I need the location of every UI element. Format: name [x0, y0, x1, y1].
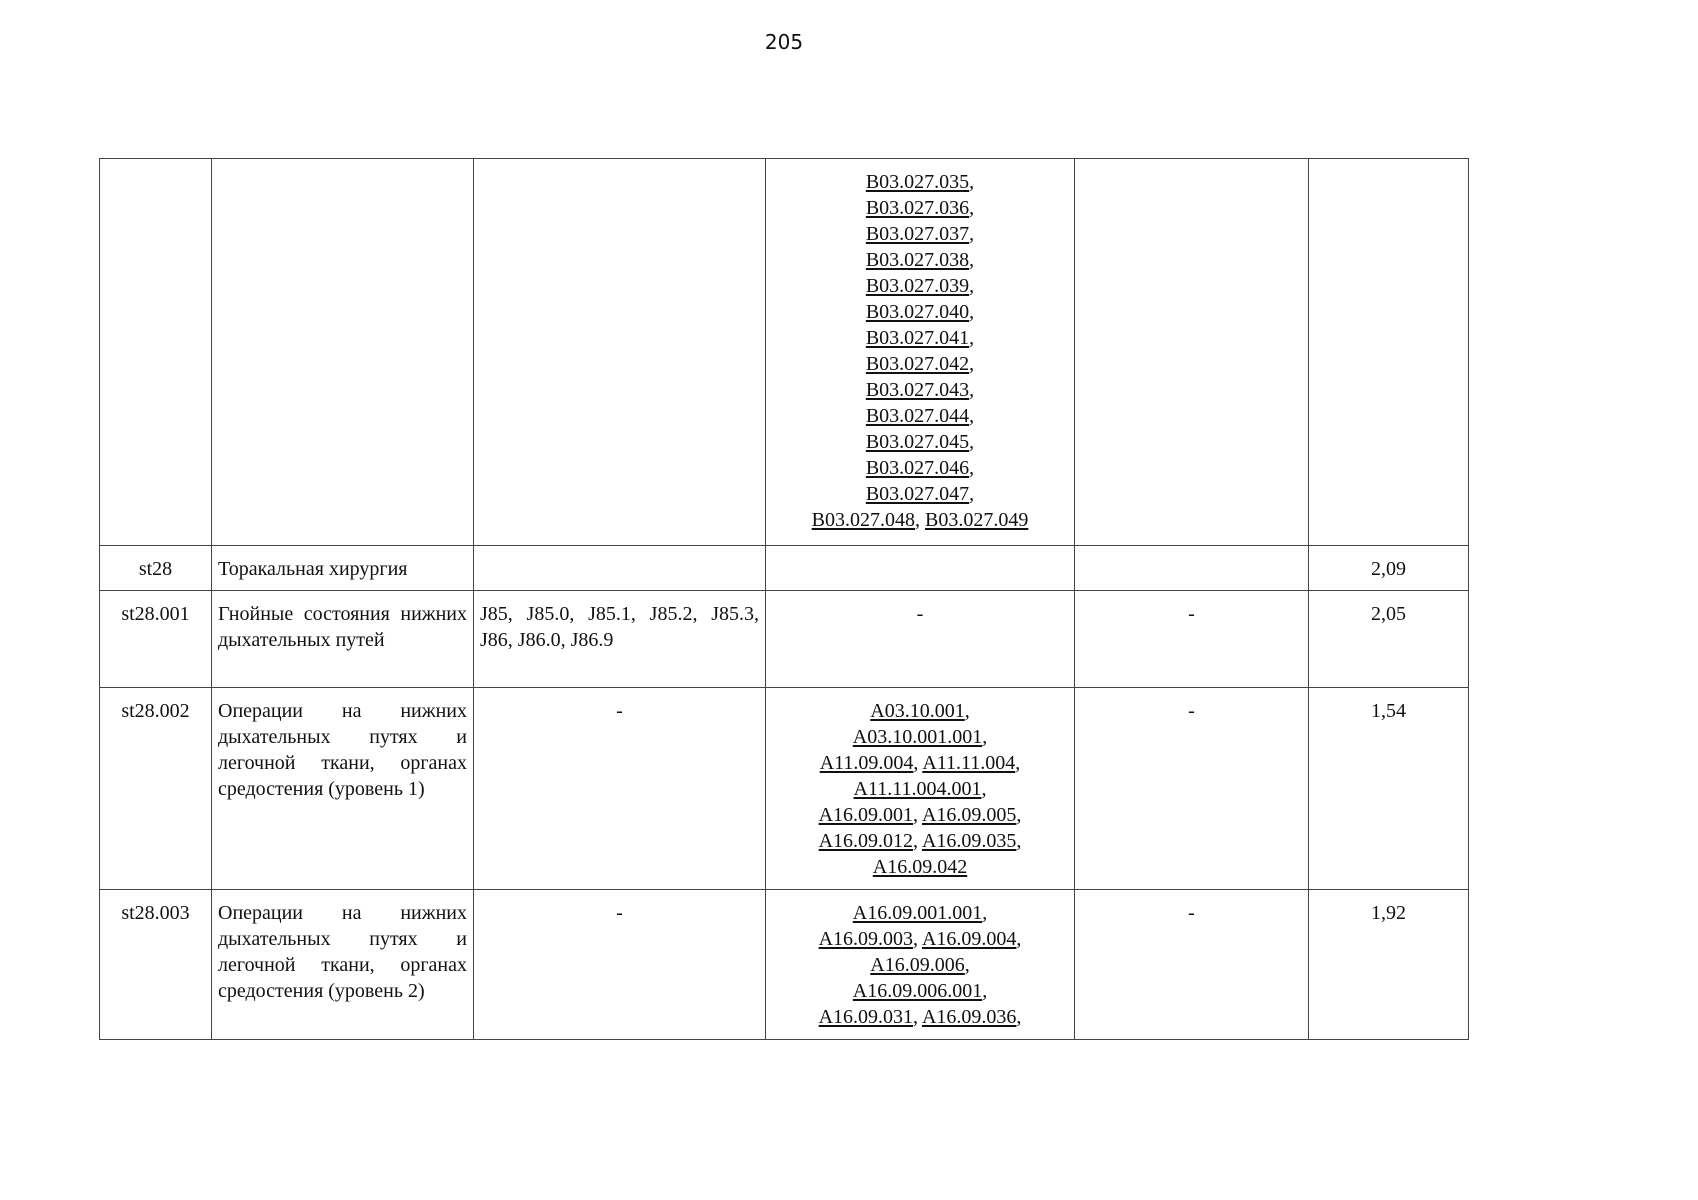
row-operations: -: [766, 591, 1075, 688]
row-operations: A03.10.001, A03.10.001.001, A11.09.004, A11.11.004, A11.11.004.001, A16.09.001, A16.09.005, A16.09.012, A16.09.035, A16.09.042: [766, 688, 1075, 890]
operation-code-link[interactable]: B03.027.041: [865, 327, 970, 349]
row-coefficient: 2,05: [1309, 591, 1469, 688]
operation-code-link[interactable]: A16.09.035: [921, 830, 1017, 852]
row-operations: A16.09.001.001, A16.09.003, A16.09.004, A16.09.006, A16.09.006.001, A16.09.031, A16.09.036,: [766, 890, 1075, 1040]
operation-code-link[interactable]: B03.027.043: [865, 379, 970, 401]
operations-trailing-comma: ,: [1016, 1006, 1022, 1028]
operation-code-link[interactable]: B03.027.038: [865, 249, 970, 271]
table-row: [100, 591, 1469, 688]
row-name: Гнойные состояния нижних дыхательных путей: [212, 591, 474, 688]
operation-code-link[interactable]: B03.027.044: [865, 405, 970, 427]
tariff-table: [99, 158, 1469, 1040]
row-coefficient: 2,09: [1309, 546, 1469, 591]
operation-code-link[interactable]: B03.027.039: [865, 275, 970, 297]
operation-code-link[interactable]: A16.09.001.001: [852, 902, 983, 924]
operation-code-link[interactable]: B03.027.045: [865, 431, 970, 453]
operation-code-link[interactable]: A16.09.001: [818, 804, 914, 826]
row-code: st28: [100, 546, 212, 591]
row-coefficient: [1309, 159, 1469, 546]
row-coefficient: 1,54: [1309, 688, 1469, 890]
row-name: Операции на нижних дыхательных путях и легочной ткани, органах средостения (уровень 1): [212, 688, 474, 890]
operation-code-link[interactable]: A11.11.004.001: [853, 778, 982, 800]
operation-code-link[interactable]: A03.10.001.001: [852, 726, 983, 748]
operation-code-link[interactable]: A11.11.004: [922, 752, 1016, 774]
operation-code-link[interactable]: B03.027.048: [811, 509, 915, 531]
row-diagnoses: J85, J85.0, J85.1, J85.2, J85.3, J86, J86.0, J86.9: [474, 591, 766, 688]
operation-code-link[interactable]: B03.027.049: [925, 509, 1029, 531]
operation-code-link[interactable]: B03.027.042: [865, 353, 970, 375]
operation-code-link[interactable]: B03.027.036: [865, 197, 970, 219]
page-number: 205: [764, 30, 804, 54]
row-coefficient: 1,92: [1309, 890, 1469, 1040]
row-name: Операции на нижних дыхательных путях и легочной ткани, органах средостения (уровень 2): [212, 890, 474, 1040]
row-diagnoses: [474, 159, 766, 546]
row-code: [100, 159, 212, 546]
table-row: [100, 159, 1469, 546]
row-additional: [1075, 159, 1309, 546]
operation-code-link[interactable]: B03.027.037: [865, 223, 970, 245]
operation-code-link[interactable]: A16.09.036: [921, 1006, 1017, 1028]
operation-code-link[interactable]: A16.09.031: [818, 1006, 914, 1028]
operation-code-link[interactable]: A16.09.012: [818, 830, 914, 852]
table-row: [100, 546, 1469, 591]
row-additional: -: [1075, 688, 1309, 890]
row-code: st28.003: [100, 890, 212, 1040]
operation-code-link[interactable]: A16.09.042: [872, 856, 968, 878]
operation-code-link[interactable]: B03.027.047: [865, 483, 970, 505]
row-diagnoses: [474, 546, 766, 591]
operation-code-link[interactable]: A03.10.001: [870, 700, 965, 722]
row-diagnoses: -: [474, 688, 766, 890]
row-operations: B03.027.035, B03.027.036, B03.027.037, B03.027.038, B03.027.039, B03.027.040, B03.027.041, B03.027.042, B03.027.043, B03.027.044, B03.027.045, B03.027.046, B03.027.047, B03.027.048, B03.027.049: [766, 159, 1075, 546]
row-code: st28.001: [100, 591, 212, 688]
operation-code-link[interactable]: A16.09.006: [870, 954, 965, 976]
operation-code-link[interactable]: A16.09.005: [921, 804, 1017, 826]
operation-code-link[interactable]: A16.09.004: [921, 928, 1017, 950]
row-additional: -: [1075, 591, 1309, 688]
row-operations: [766, 546, 1075, 591]
row-code: st28.002: [100, 688, 212, 890]
operation-code-link[interactable]: B03.027.035: [865, 171, 970, 193]
row-additional: [1075, 546, 1309, 591]
row-additional: -: [1075, 890, 1309, 1040]
row-name: [212, 159, 474, 546]
operation-code-link[interactable]: B03.027.040: [865, 301, 970, 323]
row-name: Торакальная хирургия: [212, 546, 474, 591]
operation-code-link[interactable]: A11.09.004: [819, 752, 914, 774]
operation-code-link[interactable]: B03.027.046: [865, 457, 970, 479]
operation-code-link[interactable]: A16.09.003: [818, 928, 914, 950]
operation-code-link[interactable]: A16.09.006.001: [852, 980, 983, 1002]
table-row: [100, 688, 1469, 890]
table-row: [100, 890, 1469, 1040]
row-diagnoses: -: [474, 890, 766, 1040]
